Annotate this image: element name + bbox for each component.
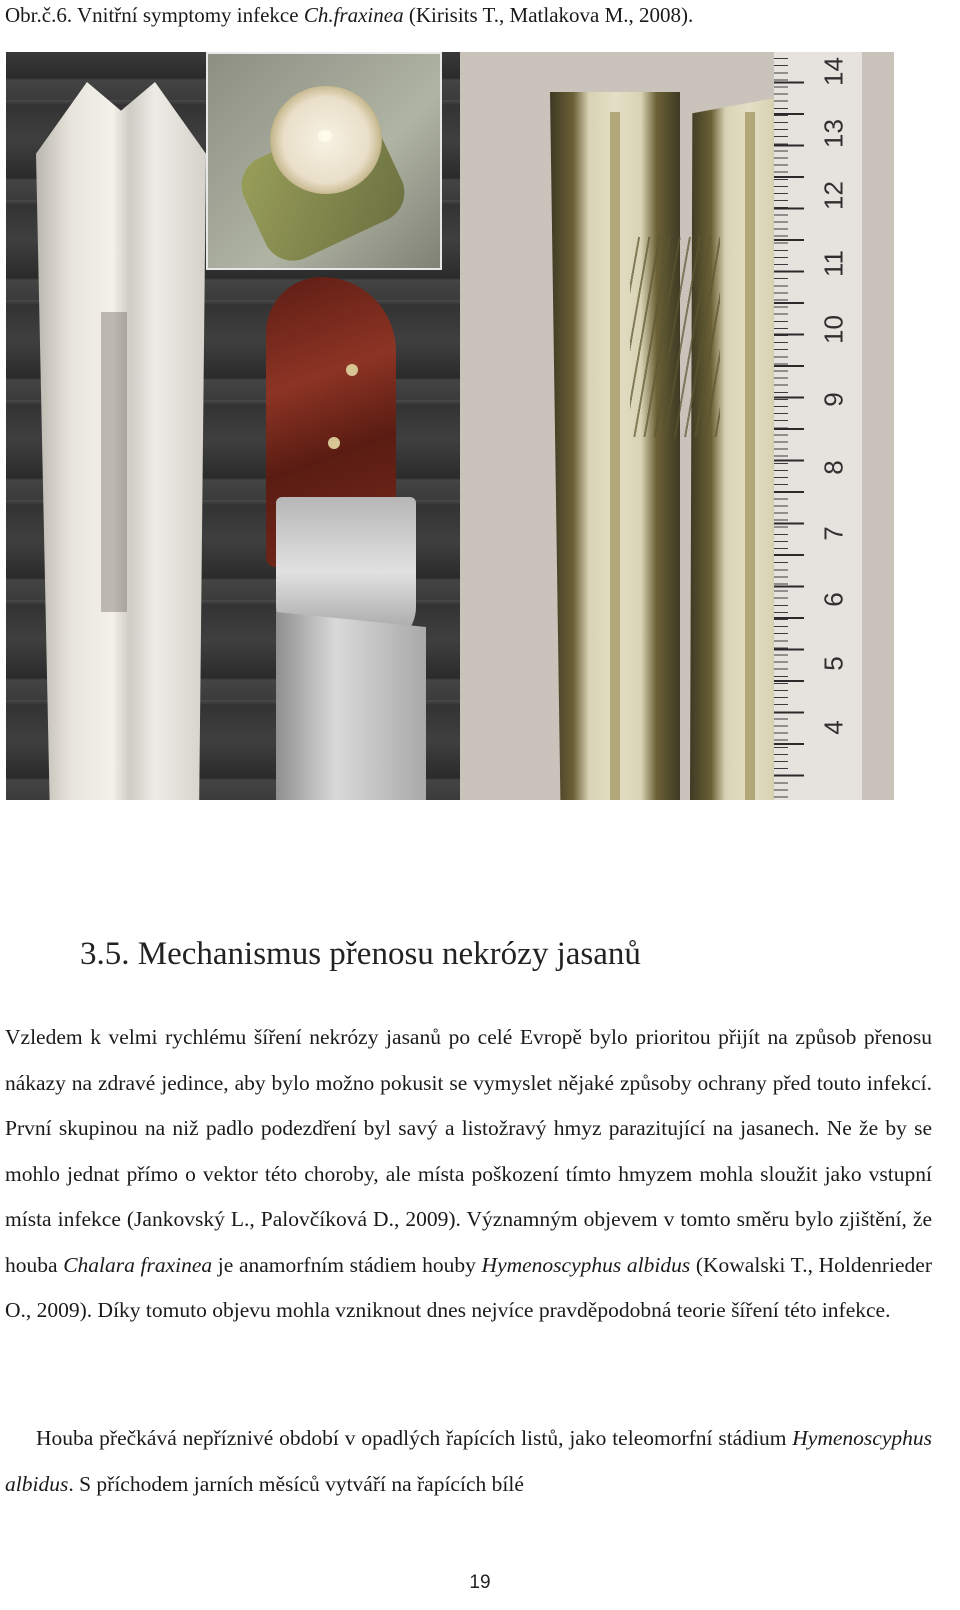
paragraph-1 [5,1015,932,1334]
ruler-label: 6 [818,592,849,607]
inset-pith [318,130,332,142]
ruler-major-ticks [774,52,804,800]
section-heading: 3.5. Mechanismus přenosu nekrózy jasanů [80,936,641,972]
species-chalara-fraxinea: Chalara fraxinea [63,1252,213,1277]
ruler-label: 4 [818,720,849,735]
ruler-label: 8 [818,460,849,475]
ruler-label: 12 [818,181,849,210]
stem-pith-right [745,112,755,800]
paragraph-2 [5,1416,932,1507]
paragraph-1-text-c: (Kowalski T., Holdenrieder O., 2009). Díky tomuto objevu mohla vzniknout dnes nejvíce pravděpodobná teorie šíření této infekce. [5,1252,932,1322]
ruler-label: 14 [818,57,849,86]
ruler-label: 13 [818,119,849,148]
measuring-ruler [774,52,862,800]
ruler-label: 5 [818,656,849,671]
torn-fibres [630,237,720,437]
knife-blade [276,612,426,800]
caption-species: Ch.fraxinea [303,3,404,27]
ruler-label: 9 [818,392,849,407]
paragraph-1-text-a: Vzledem k velmi rychlému šíření nekrózy jasanů po celé Evropě bylo prioritou přijít na způsob přenosu nákazy na zdravé jedince, aby bylo možno pokusit se vymyslet nějaké způsoby ochrany před touto infekcí. První skupinou na niž padlo podezdření byl savý a listožravý hmyz parazitující na jasanech. Ne že by se mohlo jednat přímo o vektor této choroby, ale místa poškození tímto hmyzem mohla sloužit jako vstupní místa infekce (Jankovský L., Palovčíková D., 2009). Významným objevem v tomto směru bylo zjištění, že houba [5,1025,932,1277]
figure-caption [5,2,693,28]
paragraph-2-text-b: . S příchodem jarních měsíců vytváří na řapících bílé [68,1471,524,1496]
knife-rivet [346,364,358,376]
species-hymenoscyphus-albidus: Hymenoscyphus albidus [5,1426,932,1496]
paragraph-2-text-a: Houba přečkává nepříznivé období v opadlých řapících listů, jako teleomorfní stádium [36,1426,793,1450]
ruler-label: 11 [818,250,849,277]
ruler-label: 7 [818,526,849,541]
photo-left-panel [6,52,460,800]
knife-rivet [328,437,340,449]
page-number: 19 [469,1572,491,1593]
figure-photo [6,52,894,800]
ruler-label: 10 [818,315,849,344]
caption-suffix: (Kirisits T., Matlakova M., 2008). [403,3,694,27]
species-hymenoscyphus-albidus: Hymenoscyphus albidus [481,1252,691,1277]
stem-pith-left [610,112,620,800]
inset-photo-cross-section [206,52,442,270]
paragraph-1-text-b: je anamorfním stádiem houby [212,1252,482,1277]
caption-prefix: Obr.č.6. Vnitřní symptomy infekce [5,3,304,27]
wood-discoloration [101,312,127,612]
